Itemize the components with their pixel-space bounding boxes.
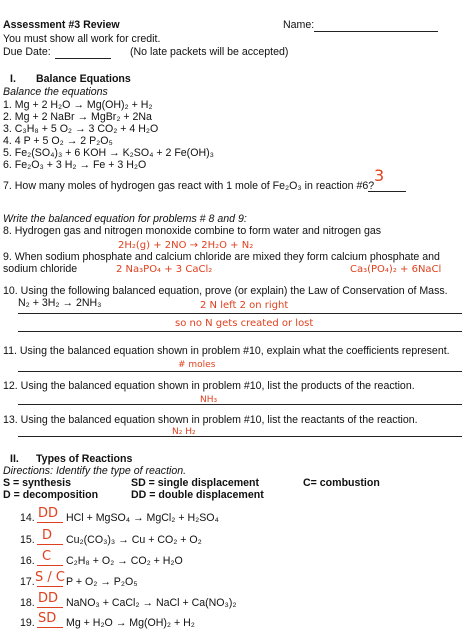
question-11: 11. Using the balanced equation shown in problem #10, explain what the coefficients represent. — [3, 345, 450, 357]
equation-1: 1. Mg + 2 H₂O → Mg(OH)₂ + H₂ — [3, 99, 153, 111]
question-12: 12. Using the balanced equation shown in problem #10, list the products of the reaction. — [3, 380, 415, 392]
equation-2: 2. Mg + 2 NaBr → MgBr₂ + 2Na — [3, 111, 152, 123]
name-blank — [314, 31, 438, 32]
item-number: 15. — [20, 534, 35, 546]
item-answer-handwritten: DD — [38, 506, 59, 521]
answer-7-blank — [368, 191, 406, 192]
answer-11-handwritten: # moles — [178, 360, 216, 370]
question-9-line1: 9. When sodium phosphate and calcium chloride are mixed they form calcium phosphate and — [3, 251, 440, 263]
section-2-directions: Directions: Identify the type of reaction. — [3, 465, 187, 477]
key-single-displacement: SD = single displacement — [131, 477, 260, 489]
item-answer-handwritten: DD — [38, 591, 59, 606]
instructions-text: You must show all work for credit. — [3, 33, 161, 45]
question-10: 10. Using the following balanced equation, prove (or explain) the Law of Conservation of Mass. — [3, 285, 448, 297]
item-equation: NaNO₃ + CaCl₂ → NaCl + Ca(NO₃)₂ — [66, 597, 237, 609]
answer-blank — [37, 544, 63, 545]
page-title: Assessment #3 Review — [3, 19, 120, 31]
item-number: 14. — [20, 512, 35, 524]
item-answer-handwritten: C — [42, 549, 52, 564]
answer-11-line — [18, 371, 462, 372]
item-number: 19. — [20, 617, 35, 629]
section-1-title: Balance Equations — [36, 73, 131, 85]
item-equation: P + O₂ → P₂O₅ — [66, 576, 138, 588]
item-answer-handwritten: S / C — [35, 570, 65, 585]
answer-13-line — [18, 436, 462, 437]
answer-10-line2-handwritten: so no N gets created or lost — [175, 318, 314, 329]
item-number: 16. — [20, 555, 35, 567]
answer-8-handwritten: 2H₂(g) + 2NO → 2H₂O + N₂ — [118, 240, 254, 251]
equation-6: 6. Fe₂O₃ + 3 H₂ → Fe + 3 H₂O — [3, 159, 147, 171]
item-number: 17. — [20, 576, 35, 588]
answer-blank — [37, 522, 63, 523]
answer-blank — [37, 565, 63, 566]
answer-13-handwritten: N₂ H₂ — [172, 427, 196, 437]
question-10-equation: N₂ + 3H₂ → 2NH₃ — [18, 297, 102, 309]
equation-3: 3. C₃H₈ + 5 O₂ → 3 CO₂ + 4 H₂O — [3, 123, 159, 135]
item-equation: Cu₂(CO₃)₃ → Cu + CO₂ + O₂ — [66, 534, 202, 546]
equation-4: 4. 4 P + 5 O₂ → 2 P₂O₅ — [3, 135, 113, 147]
answer-9-right-handwritten: Ca₃(PO₄)₂ + 6NaCl — [350, 264, 442, 275]
answer-10-line1-handwritten: 2 N left 2 on right — [200, 300, 289, 311]
late-note: (No late packets will be accepted) — [130, 46, 289, 58]
due-date-blank — [55, 58, 111, 59]
section-1-subtitle: Balance the equations — [3, 86, 108, 98]
item-number: 18. — [20, 597, 35, 609]
answer-10-line2 — [18, 331, 462, 332]
due-date-label: Due Date: — [3, 46, 51, 58]
item-answer-handwritten: SD — [38, 611, 57, 626]
write-instructions: Write the balanced equation for problems # 8 and 9: — [3, 213, 247, 225]
answer-blank — [37, 586, 63, 587]
section-2-numeral: II. — [10, 453, 19, 465]
answer-blank — [37, 607, 63, 608]
key-synthesis: S = synthesis — [3, 477, 72, 489]
answer-12-line — [18, 404, 462, 405]
item-equation: Mg + H₂O → Mg(OH)₂ + H₂ — [66, 617, 195, 629]
item-answer-handwritten: D — [42, 528, 53, 543]
item-equation: C₂H₈ + O₂ → CO₂ + H₂O — [66, 555, 183, 567]
question-8: 8. Hydrogen gas and nitrogen monoxide combine to form water and nitrogen gas — [3, 225, 382, 237]
section-1-numeral: I. — [10, 73, 16, 85]
equation-5: 5. Fe₂(SO₄)₃ + 6 KOH → K₂SO₄ + 2 Fe(OH)₃ — [3, 147, 214, 159]
answer-7-handwritten: 3 — [374, 166, 385, 185]
key-combustion: C= combustion — [303, 477, 380, 489]
question-7: 7. How many moles of hydrogen gas react with 1 mole of Fe₂O₃ in reaction #6? — [3, 180, 375, 192]
answer-blank — [37, 627, 63, 628]
answer-12-handwritten: NH₃ — [200, 395, 218, 405]
key-double-displacement: DD = double displacement — [131, 489, 264, 501]
question-13: 13. Using the balanced equation shown in problem #10, list the reactants of the reaction. — [3, 414, 418, 426]
answer-9-left-handwritten: 2 Na₃PO₄ + 3 CaCl₂ — [116, 264, 213, 275]
section-2-title: Types of Reactions — [36, 453, 133, 465]
answer-10-line1 — [18, 313, 462, 314]
item-equation: HCl + MgSO₄ → MgCl₂ + H₂SO₄ — [66, 512, 219, 524]
question-9-line2: sodium chloride — [3, 263, 78, 275]
key-decomposition: D = decomposition — [3, 489, 99, 501]
name-label: Name: — [283, 19, 315, 31]
